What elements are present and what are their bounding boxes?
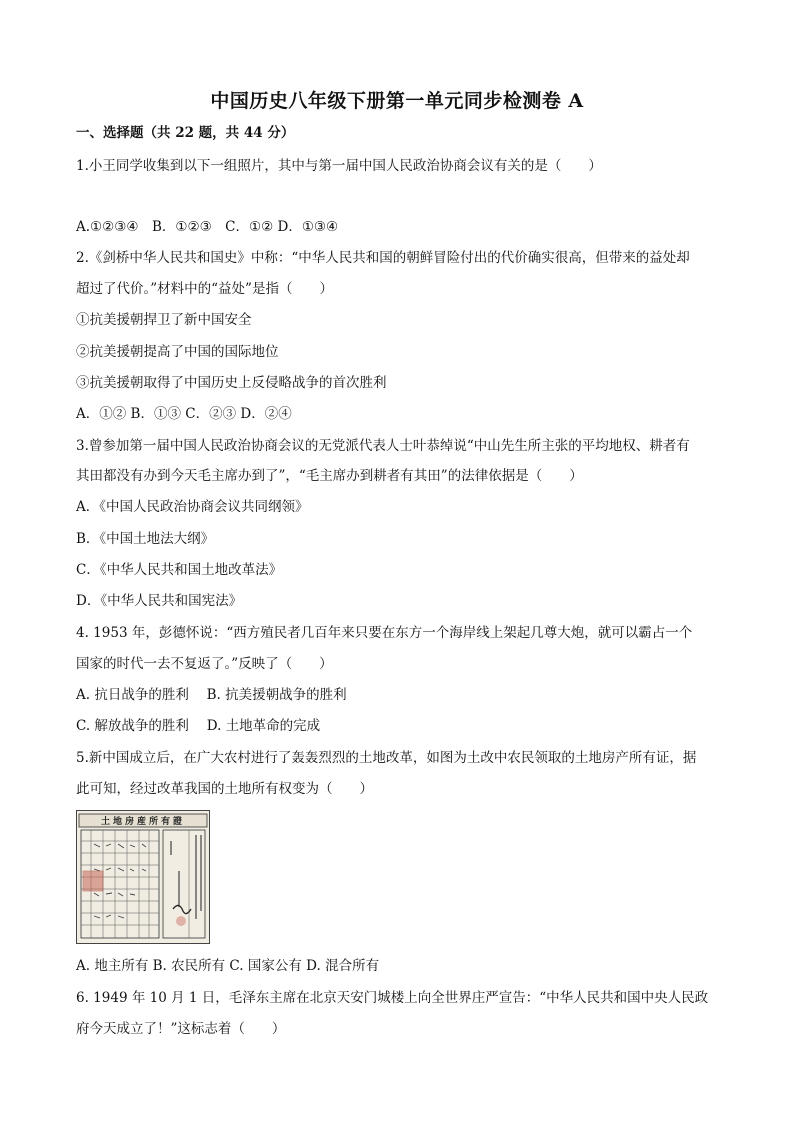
q3-option-d: D．《中华人民共和国宪法》 — [76, 593, 243, 609]
q2-item-2: ②抗美援朝提高了中国的国际地位 — [76, 344, 279, 360]
q4-options-line2: C. 解放战争的胜利 D. 土地革命的完成 — [76, 718, 321, 734]
q3-option-a: A．《中国人民政治协商会议共同纲领》 — [76, 499, 309, 515]
q6-stem-line1: 6. 1949 年 10 月 1 日，毛泽东主席在北京天安门城楼上向全世界庄严宣告：“中华人民共和国中央人民政 — [76, 990, 709, 1006]
q1-options: A.①②③④ B．①②③ C．①② D．①③④ — [76, 219, 339, 235]
q2-stem-line1: 2.《剑桥中华人民共和国史》中称：“中华人民共和国的朝鲜冒险付出的代价确实很高，但带来的益处却 — [76, 250, 690, 266]
q5-stem-line1: 5.新中国成立后，在广大农村进行了轰轰烈烈的土地改革，如图为土改中农民领取的土地房产所有证，据 — [76, 750, 697, 766]
q5-stem-line2: 此可知，经过改革我国的土地所有权变为（ ） — [76, 781, 373, 797]
q2-options: A．①② B．①③ C．②③ D．②④ — [76, 406, 292, 422]
q3-stem-line2: 其田都没有办到今天毛主席办到了”，“毛主席办到耕者有其田”的法律依据是（ ） — [76, 468, 583, 484]
q6-stem-line2: 府今天成立了！”这标志着（ ） — [76, 1021, 286, 1037]
q2-item-3: ③抗美援朝取得了中国历史上反侵略战争的首次胜利 — [76, 375, 387, 391]
q4-options-line1: A. 抗日战争的胜利 B. 抗美援朝战争的胜利 — [76, 687, 347, 703]
land-certificate-image — [76, 810, 210, 944]
q2-stem-line2: 超过了代价。”材料中的“益处”是指（ ） — [76, 281, 333, 297]
section-header: 一、选择题（共 22 题，共 44 分） — [76, 125, 295, 141]
q3-option-c: C．《中华人民共和国土地改革法》 — [76, 562, 283, 578]
q5-options: A. 地主所有 B. 农民所有 C. 国家公有 D. 混合所有 — [76, 958, 380, 974]
q1-stem: 1.小王同学收集到以下一组照片，其中与第一届中国人民政治协商会议有关的是（ ） — [76, 158, 602, 174]
q4-stem-line1: 4. 1953 年，彭德怀说：“西方殖民者几百年来只要在东方一个海岸线上架起几尊大炮，就可以霸占一个 — [76, 625, 693, 641]
q3-stem-line1: 3.曾参加第一届中国人民政治协商会议的无党派代表人士叶恭绰说“中山先生所主张的平均地权、耕者有 — [76, 438, 690, 454]
q2-item-1: ①抗美援朝捍卫了新中国安全 — [76, 312, 252, 328]
certificate-drawing — [77, 811, 209, 943]
page-title: 中国历史八年级下册第一单元同步检测卷 A — [210, 90, 584, 112]
certificate-title: 土地房産所有證 — [100, 817, 186, 827]
q4-stem-line2: 国家的时代一去不复返了。”反映了（ ） — [76, 656, 333, 672]
q3-option-b: B．《中国土地法大纲》 — [76, 531, 215, 547]
